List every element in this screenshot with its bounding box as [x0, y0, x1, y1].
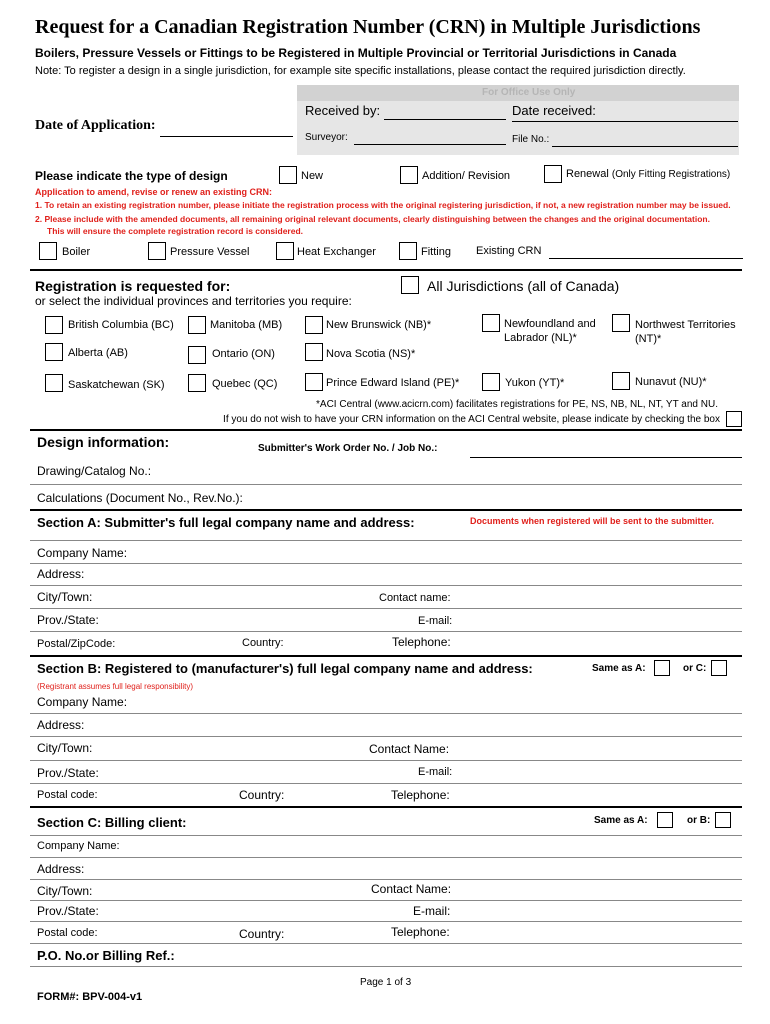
nb-checkbox[interactable] [305, 316, 323, 334]
nt-label-1: Northwest Territories [635, 319, 736, 331]
bc-checkbox[interactable] [45, 316, 63, 334]
mb-label: Manitoba (MB) [210, 319, 283, 331]
existing-crn-line[interactable] [549, 258, 743, 259]
row-line [30, 835, 742, 836]
fitting-label: Fitting [421, 246, 451, 258]
row-line [30, 585, 742, 586]
calculations-label: Calculations (Document No., Rev.No.): [37, 491, 243, 505]
row-line [30, 540, 742, 541]
section-b-address-label: Address: [37, 718, 85, 732]
ab-label: Alberta (AB) [68, 347, 128, 359]
yt-label: Yukon (YT)* [505, 377, 565, 389]
section-c-heading: Section C: Billing client: [37, 815, 187, 830]
addition-checkbox[interactable] [400, 166, 418, 184]
all-jurisdictions-label: All Jurisdictions (all of Canada) [427, 278, 620, 294]
nt-checkbox[interactable] [612, 314, 630, 332]
nl-checkbox[interactable] [482, 314, 500, 332]
section-c-email-label: E-mail: [413, 904, 451, 918]
section-b-telephone-label: Telephone: [391, 788, 450, 802]
on-checkbox[interactable] [188, 346, 206, 364]
section-b-prov-label: Prov./State: [37, 766, 99, 780]
file-no-label: File No.: [512, 134, 550, 145]
section-a-email-label: E-mail: [418, 615, 453, 627]
section-c-same-as-a-checkbox[interactable] [657, 812, 673, 828]
registration-heading: Registration is requested for: [35, 278, 231, 294]
sk-label: Saskatchewan (SK) [68, 379, 165, 391]
row-line [30, 921, 742, 922]
all-jurisdictions-checkbox[interactable] [401, 276, 419, 294]
surveyor-label: Surveyor: [305, 132, 348, 143]
section-b-postal-label: Postal code: [37, 789, 98, 801]
section-b-email-label: E-mail: [418, 766, 453, 778]
divider [30, 269, 742, 271]
row-line [30, 736, 742, 737]
divider [30, 655, 742, 657]
pressure-vessel-label: Pressure Vessel [170, 246, 250, 258]
renewal-checkbox[interactable] [544, 165, 562, 183]
office-use-heading: For Office Use Only [482, 87, 576, 98]
row-line [30, 563, 742, 564]
section-b-company-label: Company Name: [37, 695, 128, 709]
section-b-heading: Section B: Registered to (manufacturer's) full legal company name and address: [37, 661, 533, 676]
qc-label: Quebec (QC) [212, 378, 278, 390]
divider [30, 806, 742, 808]
divider [30, 429, 742, 431]
aci-optout-checkbox[interactable] [726, 411, 742, 427]
form-number: FORM#: BPV-004-v1 [37, 991, 143, 1003]
row-line [30, 943, 742, 944]
nl-label-2: Labrador (NL)* [504, 332, 577, 344]
section-a-telephone-label: Telephone: [392, 635, 451, 649]
drawing-label: Drawing/Catalog No.: [37, 464, 152, 478]
section-c-telephone-label: Telephone: [391, 925, 450, 939]
section-c-city-label: City/Town: [37, 884, 93, 898]
section-a-note: Documents when registered will be sent to the submitter. [470, 516, 715, 526]
renewal-label: Renewal (Only Fitting Registrations) [566, 168, 731, 180]
received-by-line[interactable] [384, 119, 506, 120]
fitting-checkbox[interactable] [399, 242, 417, 260]
po-label: P.O. No.or Billing Ref.: [37, 948, 175, 963]
section-a-country-label: Country: [242, 637, 284, 649]
section-b-or-c-checkbox[interactable] [711, 660, 727, 676]
new-checkbox[interactable] [279, 166, 297, 184]
row-line [30, 631, 742, 632]
amend-note-3: This will ensure the complete registration record is considered. [47, 226, 304, 236]
section-b-same-as-a-checkbox[interactable] [654, 660, 670, 676]
addition-label: Addition/ Revision [422, 170, 511, 182]
work-order-line[interactable] [470, 457, 742, 458]
design-info-heading: Design information: [37, 434, 170, 450]
nu-label: Nunavut (NU)* [635, 376, 707, 388]
drawing-line[interactable] [30, 484, 742, 485]
nl-label-1: Newfoundland and [504, 318, 596, 330]
new-label: New [301, 170, 324, 182]
note: Note: To register a design in a single jurisdiction, for example site specific installations, please contact the required jurisdiction directly. [35, 65, 686, 77]
existing-crn-label: Existing CRN [476, 245, 542, 257]
sk-checkbox[interactable] [45, 374, 63, 392]
amend-note-2: 2. Please include with the amended documents, all remaining original relevant documents, clearly distinguishing between the changes and the original documentation. [35, 214, 710, 224]
ab-checkbox[interactable] [45, 343, 63, 361]
aci-note: *ACI Central (www.acicrn.com) facilitates registrations for PE, NS, NB, NL, NT, YT and NU. [316, 399, 718, 410]
mb-checkbox[interactable] [188, 316, 206, 334]
nb-label: New Brunswick (NB)* [326, 319, 432, 331]
row-line [30, 608, 742, 609]
row-line [30, 879, 742, 880]
section-c-prov-label: Prov./State: [37, 904, 99, 918]
section-c-same-as-a-label: Same as A: [594, 815, 648, 826]
pressure-vessel-checkbox[interactable] [148, 242, 166, 260]
section-c-postal-label: Postal code: [37, 927, 98, 939]
on-label: Ontario (ON) [212, 348, 275, 360]
heat-exchanger-label: Heat Exchanger [297, 246, 376, 258]
section-a-city-label: City/Town: [37, 590, 93, 604]
heat-exchanger-checkbox[interactable] [276, 242, 294, 260]
page-title: Request for a Canadian Registration Number (CRN) in Multiple Jurisdictions [35, 16, 701, 38]
divider [30, 509, 742, 511]
date-received-label: Date received: [512, 103, 596, 118]
section-b-country-label: Country: [239, 788, 285, 802]
section-c-address-label: Address: [37, 862, 85, 876]
section-c-or-b-checkbox[interactable] [715, 812, 731, 828]
file-no-line[interactable] [552, 146, 738, 147]
section-c-contact-label: Contact Name: [371, 882, 452, 896]
qc-checkbox[interactable] [188, 374, 206, 392]
amend-heading: Application to amend, revise or renew an existing CRN: [35, 187, 273, 197]
section-c-company-label: Company Name: [37, 840, 120, 852]
po-line[interactable] [30, 966, 742, 967]
work-order-label: Submitter's Work Order No. / Job No.: [258, 443, 438, 454]
section-b-contact-label: Contact Name: [369, 742, 450, 756]
design-type-label: Please indicate the type of design [35, 169, 228, 183]
pe-checkbox[interactable] [305, 373, 323, 391]
section-a-prov-label: Prov./State: [37, 613, 99, 627]
row-line [30, 783, 742, 784]
boiler-label: Boiler [62, 246, 91, 258]
section-b-or-c-label: or C: [683, 663, 707, 674]
surveyor-line[interactable] [354, 144, 506, 145]
section-c-country-label: Country: [239, 927, 285, 941]
section-a-company-label: Company Name: [37, 546, 128, 560]
nu-checkbox[interactable] [612, 372, 630, 390]
page-number: Page 1 of 3 [360, 977, 412, 988]
date-of-application-line[interactable] [160, 136, 293, 137]
row-line [30, 857, 742, 858]
section-b-same-as-a-label: Same as A: [592, 663, 646, 674]
boiler-checkbox[interactable] [39, 242, 57, 260]
section-b-note: (Registrant assumes full legal responsibility) [37, 682, 194, 691]
section-a-postal-label: Postal/ZipCode: [37, 638, 116, 650]
received-by-label: Received by: [305, 103, 381, 118]
row-line [30, 713, 742, 714]
aci-optout-label: If you do not wish to have your CRN information on the ACI Central website, please indicate by checking the box [223, 414, 720, 425]
row-line [30, 760, 742, 761]
section-a-heading: Section A: Submitter's full legal company name and address: [37, 515, 415, 530]
date-received-line[interactable] [512, 121, 738, 122]
date-of-application-label: Date of Application: [35, 118, 156, 133]
ns-checkbox[interactable] [305, 343, 323, 361]
subtitle: Boilers, Pressure Vessels or Fittings to be Registered in Multiple Provincial or Territorial Jurisdictions in Canada [35, 46, 677, 60]
section-a-contact-label: Contact name: [379, 592, 451, 604]
bc-label: British Columbia (BC) [68, 319, 174, 331]
section-b-city-label: City/Town: [37, 741, 93, 755]
row-line [30, 900, 742, 901]
section-a-address-label: Address: [37, 567, 85, 581]
pe-label: Prince Edward Island (PE)* [326, 377, 460, 389]
yt-checkbox[interactable] [482, 373, 500, 391]
section-c-or-b-label: or B: [687, 815, 711, 826]
amend-note-1: 1. To retain an existing registration number, please initiate the registration process with the original registering jurisdiction, if not, a new registration number may be issued. [35, 200, 731, 210]
nt-label-2: (NT)* [635, 333, 662, 345]
ns-label: Nova Scotia (NS)* [326, 348, 416, 360]
or-select-label: or select the individual provinces and territories you require: [35, 294, 352, 308]
